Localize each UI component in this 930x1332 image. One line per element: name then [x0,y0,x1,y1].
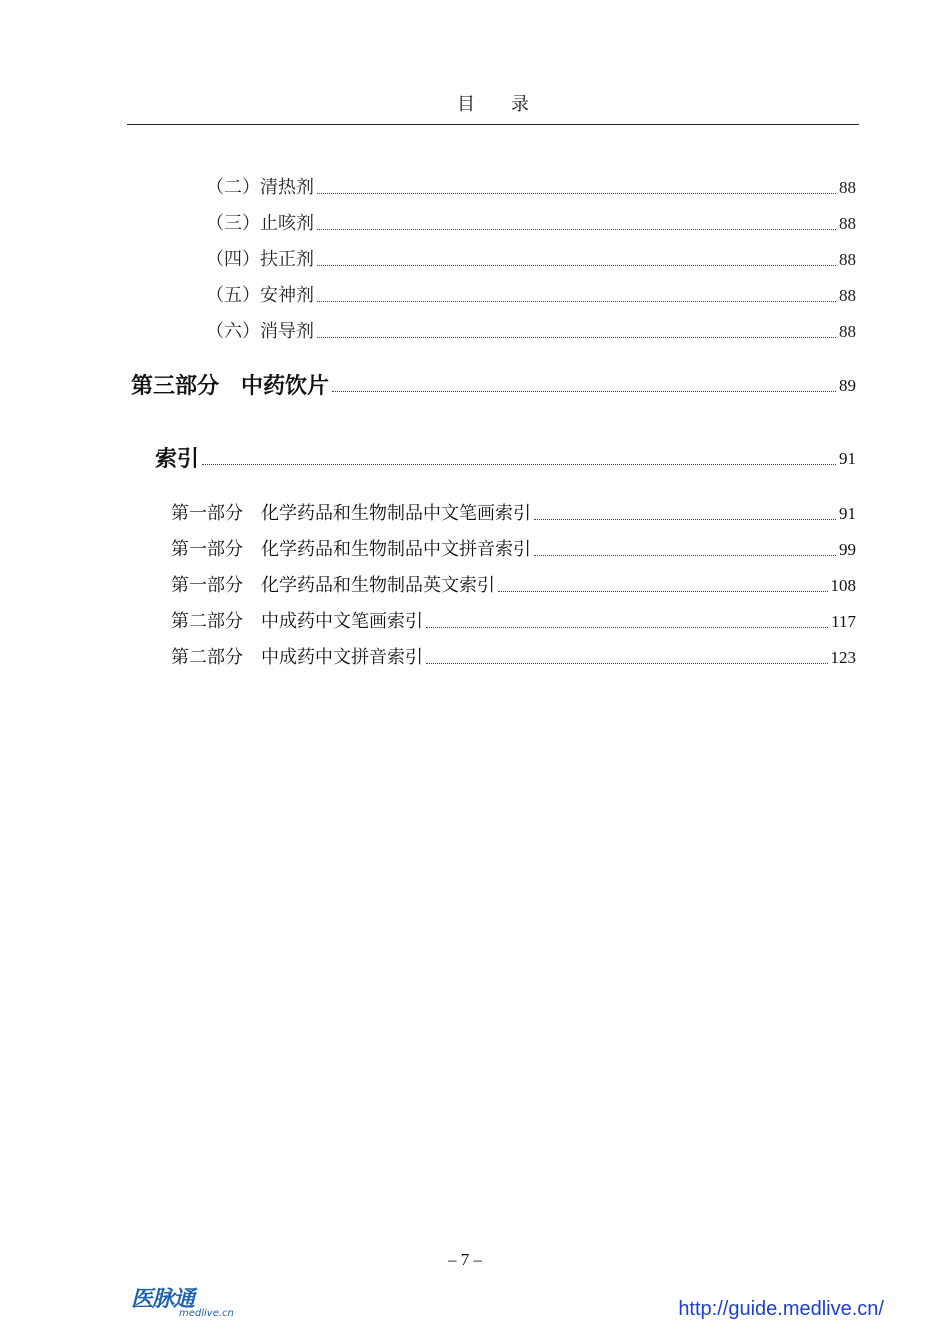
dot-leader [332,391,836,392]
dot-leader [534,555,836,556]
index-entry-label: 第一部分 化学药品和生物制品中文笔画索引 [171,503,531,524]
toc-entry[interactable] [206,318,856,346]
index-entry-page: 108 [830,576,856,595]
index-entry[interactable] [171,644,856,672]
dot-leader [534,519,836,520]
page-number: – 7 – [448,1250,482,1269]
toc-entry[interactable] [206,282,856,310]
toc-part-label: 第三部分 中药饮片 [131,373,330,399]
site-url-link[interactable]: http://guide.medlive.cn/ [678,1298,884,1320]
toc-part-page: 89 [839,376,856,395]
toc-entry-page: 88 [839,250,856,269]
toc-entry-page: 88 [839,178,856,197]
toc-entry-label: （三）止咳剂 [206,213,314,234]
dot-leader [317,229,836,230]
toc-entry-label: （二）清热剂 [206,177,314,198]
dot-leader [426,663,828,664]
dot-leader [426,627,828,628]
dot-leader [317,337,836,338]
index-entry[interactable] [171,608,856,636]
index-entry-page: 91 [839,504,856,523]
dot-leader [317,193,836,194]
dot-leader [498,591,828,592]
toc-entry-page: 88 [839,214,856,233]
toc-entry-label: （六）消导剂 [206,321,314,342]
page-title: 目 录 [457,94,529,115]
index-entry[interactable] [171,536,856,564]
medlive-logo[interactable] [131,1280,234,1322]
index-heading-page: 91 [839,449,856,468]
toc-part-entry[interactable] [131,372,856,400]
toc-index-heading[interactable] [155,445,856,473]
toc-entry-page: 88 [839,286,856,305]
dot-leader [317,265,836,266]
toc-entry-label: （五）安神剂 [206,285,314,306]
index-entry-page: 123 [830,648,856,667]
toc-entry-label: （四）扶正剂 [206,249,314,270]
logo-text: 医脉通 [131,1287,195,1312]
index-entry-page: 99 [839,540,856,559]
index-entry-page: 117 [831,612,856,631]
toc-entry[interactable] [206,210,856,238]
index-heading-label: 索引 [155,446,200,472]
dot-leader [202,464,836,465]
page-header [127,92,859,125]
dot-leader [317,301,836,302]
index-entry-label: 第二部分 中成药中文拼音索引 [171,647,423,668]
index-entry[interactable] [171,500,856,528]
toc-entry[interactable] [206,174,856,202]
logo-subtext: medlive.cn [179,1308,234,1319]
index-entry-label: 第一部分 化学药品和生物制品英文索引 [171,575,495,596]
index-entry[interactable] [171,572,856,600]
index-entry-label: 第二部分 中成药中文笔画索引 [171,611,423,632]
toc-entry-page: 88 [839,322,856,341]
toc-entry[interactable] [206,246,856,274]
index-entry-label: 第一部分 化学药品和生物制品中文拼音索引 [171,539,531,560]
